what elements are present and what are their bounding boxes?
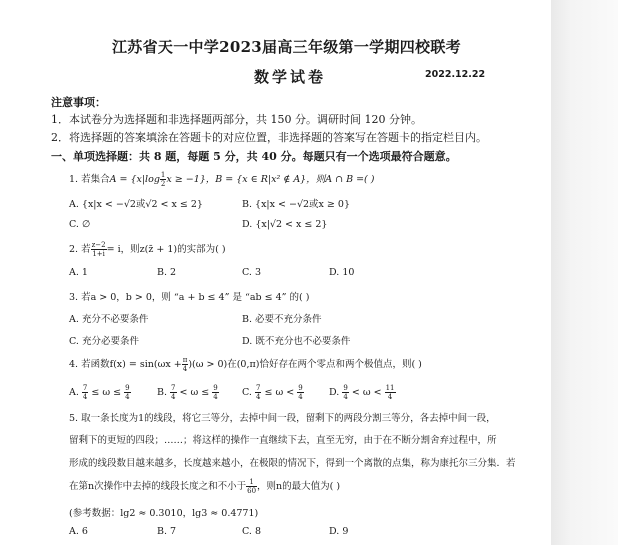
q2-fraction: $\frac{z-2}{1+i}$ <box>91 241 106 258</box>
q1-rest: x ≥ −1}，B = {x ∈ R|x² ∉ A}，则A ∩ B =( ) <box>166 174 375 185</box>
question-5-line-3: 形成的线段数目越来越多，长度越来越小，在极限的情况下，得到一个离散的点集，称为康托尔三分集．若 <box>69 458 516 469</box>
q2-option-c: C. 3 <box>242 267 262 278</box>
question-1 <box>69 171 375 188</box>
question-5-line-2: 留剩下的更短的四段；……；将这样的操作一直继续下去，直至无穷，由于在不断分割舍弃过程中，所 <box>69 435 497 446</box>
question-2 <box>69 241 226 258</box>
notice-heading: 注意事项： <box>51 96 106 109</box>
q1-fraction: $\frac{1}{2}$ <box>160 171 166 188</box>
q4-prefix: 4. 若函数f(x) = sin(ωx + <box>69 359 182 370</box>
q5-fraction: $\frac{1}{60}$ <box>247 478 257 495</box>
q3-option-c: C. 充分必要条件 <box>69 336 139 347</box>
q5-option-b: B. 7 <box>157 526 177 537</box>
q5-line4-rest: ，则n的最大值为( ) <box>257 481 341 492</box>
section-heading: 一、单项选择题：共 8 题，每题 5 分，共 40 分。每题只有一个选项最符合题意。 <box>51 150 457 163</box>
q1-option-c: C. ∅ <box>69 219 91 230</box>
q2-prefix: 2. 若 <box>69 244 91 255</box>
question-4 <box>69 356 422 373</box>
q3-option-b: B. 必要不充分条件 <box>242 314 322 325</box>
q5-option-d: D. 9 <box>329 526 349 537</box>
q2-rest: = i，则z(z̄ + 1)的实部为( ) <box>106 244 226 255</box>
q4-option-a: A. $\frac{7}{4}$ ≤ ω ≤ $\frac{9}{4}$ <box>69 384 130 401</box>
q1-prefix: 1. 若集合 <box>69 174 110 185</box>
notice-item-2: 2．将选择题的答案填涂在答题卡的对应位置，非选择题的答案写在答题卡的指定栏目内。 <box>51 131 487 144</box>
q3-option-a: A. 充分不必要条件 <box>69 314 149 325</box>
q1-body: A = {x|log <box>109 174 160 185</box>
q1-option-d: D. {x|√2 < x ≤ 2} <box>242 219 328 230</box>
q1-option-b: B. {x|x < −√2或x ≥ 0} <box>242 199 350 210</box>
question-5-line-1: 5. 取一条长度为1的线段，将它三等分，去掉中间一段，留剩下的两段分割三等分，各去掉中间一段， <box>69 413 496 424</box>
q4-option-d: D. $\frac{9}{4}$ < ω < $\frac{11}{4}$ <box>329 384 395 401</box>
q4-option-c: C. $\frac{7}{4}$ ≤ ω < $\frac{9}{4}$ <box>242 384 303 401</box>
q4-option-b: B. $\frac{7}{4}$ < ω ≤ $\frac{9}{4}$ <box>157 384 218 401</box>
q5-option-a: A. 6 <box>69 526 88 537</box>
q5-line4-prefix: 在第n次操作中去掉的线段长度之和不小于 <box>69 481 247 492</box>
q4-rest: )(ω > 0)在(0,π)恰好存在两个零点和两个极值点，则( ) <box>188 359 422 370</box>
q1-option-a: A. {x|x < −√2或√2 < x ≤ 2} <box>69 199 203 210</box>
q2-option-d: D. 10 <box>329 267 355 278</box>
exam-title: 江苏省天一中学2023届高三年级第一学期四校联考 <box>112 38 461 56</box>
notice-item-1: 1．本试卷分为选择题和非选择题两部分，共 150 分。调研时间 120 分钟。 <box>51 113 422 126</box>
q2-option-b: B. 2 <box>157 267 177 278</box>
q2-option-a: A. 1 <box>69 267 88 278</box>
question-3: 3. 若a > 0，b > 0，则 “a + b ≤ 4” 是 “ab ≤ 4” 的( ) <box>69 292 310 303</box>
exam-date: 2022.12.22 <box>425 69 486 80</box>
question-5-line-4 <box>69 478 340 495</box>
q5-reference-data: (参考数据：lg2 ≈ 0.3010，lg3 ≈ 0.4771) <box>69 508 259 519</box>
viewer-background <box>551 0 618 545</box>
q4-fraction: $\frac{\pi}{4}$ <box>182 356 188 373</box>
q3-option-d: D. 既不充分也不必要条件 <box>242 336 351 347</box>
exam-subtitle: 数学试卷 <box>254 68 327 86</box>
q5-option-c: C. 8 <box>242 526 262 537</box>
